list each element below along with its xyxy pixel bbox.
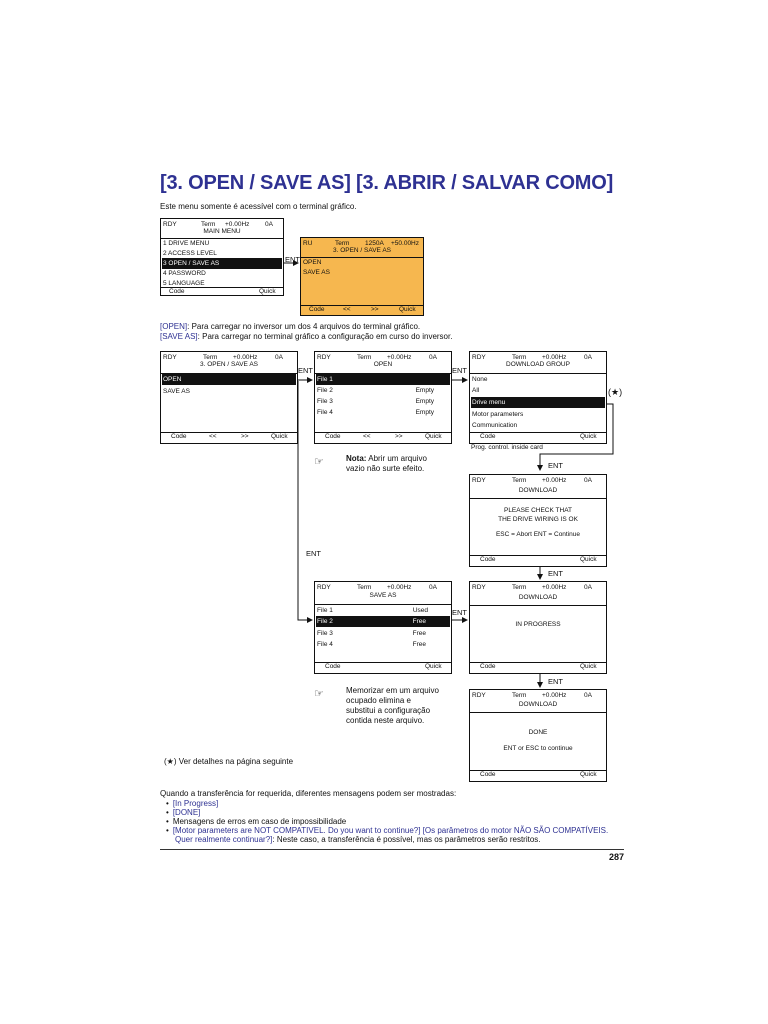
file-item-2[interactable]: File 2 Free bbox=[316, 616, 450, 627]
note-open-empty: Nota: Abrir um arquivo vazio não surte efeito. bbox=[346, 454, 427, 473]
menu-item-open[interactable]: OPEN bbox=[303, 259, 322, 266]
screen-title: 3. OPEN / SAVE AS bbox=[332, 247, 392, 254]
screen-header: RU Term 1250A +50.00Hz bbox=[303, 240, 420, 247]
screen-title: MAIN MENU bbox=[203, 228, 241, 235]
file-item-1[interactable]: File 1 Used bbox=[317, 607, 428, 614]
star-marker: (★) bbox=[608, 387, 623, 397]
screen-title: DOWNLOAD bbox=[518, 594, 558, 601]
list-item: • Mensagens de erros em caso de impossibilidade bbox=[166, 817, 608, 826]
screen-header: RDY Term +0.00Hz 0A bbox=[163, 354, 283, 361]
file-item-2[interactable]: File 2 Empty bbox=[317, 387, 434, 394]
screen-title: DOWNLOAD bbox=[518, 487, 558, 494]
screen-open-save-as bbox=[160, 351, 298, 444]
list-item: • [Motor parameters are NOT COMPATIVEL. Do you want to continue?] [Os parâmetros do motor NÃO SÃO COMPATÍVEIS. bbox=[166, 826, 608, 835]
ent-label: ENT bbox=[452, 608, 467, 617]
group-item-drive-menu[interactable]: Drive menu bbox=[471, 397, 605, 408]
ent-label: ENT bbox=[285, 255, 300, 264]
group-item-none[interactable]: None bbox=[472, 376, 488, 383]
ent-label: ENT bbox=[548, 461, 563, 470]
star-footnote: (★) Ver detalhes na página seguinte bbox=[164, 757, 294, 766]
intro-text: Este menu somente é acessível com o terminal gráfico. bbox=[160, 202, 357, 211]
list-item: • [In Progress] bbox=[166, 799, 608, 808]
screen-footer: Code << >> Quick bbox=[325, 433, 442, 440]
screen-footer: Code Quick bbox=[480, 556, 597, 563]
file-item-4[interactable]: File 4 Free bbox=[317, 641, 426, 648]
screen-open bbox=[314, 351, 452, 444]
file-item-4[interactable]: File 4 Empty bbox=[317, 409, 434, 416]
ent-label: ENT bbox=[298, 366, 313, 375]
group-item-motor-parameters[interactable]: Motor parameters bbox=[472, 411, 524, 418]
arrow-to-save bbox=[298, 381, 312, 620]
menu-item-access-level[interactable]: 2 ACCESS LEVEL bbox=[163, 250, 217, 257]
screen-download-check: RDY Term +0.00Hz 0A DOWNLOAD PLEASE CHECK THAT THE DRIVE WIRING IS OK ESC = Abort ENT = Continue Code Quick bbox=[469, 474, 607, 567]
menu-item-open-save-as[interactable]: 3 OPEN / SAVE AS bbox=[162, 258, 282, 269]
screen-header: RDY Term +0.00Hz 0A bbox=[472, 584, 592, 591]
prog-control-label: Prog. control. inside card bbox=[471, 444, 543, 451]
screen-header: RDY Term +0.00Hz 0A bbox=[163, 221, 273, 228]
screen-title: 3. OPEN / SAVE AS bbox=[199, 361, 259, 368]
page-title: [3. OPEN / SAVE AS] [3. ABRIR / SALVAR COMO] bbox=[160, 172, 614, 194]
pointing-hand-icon: ☞ bbox=[314, 456, 324, 468]
screen-title: OPEN bbox=[373, 361, 393, 368]
screen-footer: Code << >> Quick bbox=[309, 306, 416, 313]
ent-label: ENT bbox=[548, 677, 563, 686]
list-item: • [DONE] bbox=[166, 808, 608, 817]
screen-download-progress: RDY Term +0.00Hz 0A DOWNLOAD IN PROGRESS Code Quick bbox=[469, 581, 607, 674]
message-list bbox=[166, 799, 608, 835]
bullet4-continuation: Quer realmente continuar?]: Neste caso, a transferência é possível, mas os parâmetros serão restritos. bbox=[175, 835, 541, 844]
footer-divider bbox=[160, 849, 624, 850]
note-save-overwrite: Memorizar em um arquivo ocupado elimina e substitui a configuração contida neste arquivo. bbox=[346, 686, 439, 725]
group-item-communication[interactable]: Communication bbox=[472, 422, 518, 429]
screen-title: DOWNLOAD GROUP bbox=[506, 361, 570, 368]
screen-title: DOWNLOAD bbox=[518, 701, 558, 708]
file-item-3[interactable]: File 3 Empty bbox=[317, 398, 434, 405]
desc-save-as: [SAVE AS]: Para carregar no terminal gráfico a configuração em curso do inversor. bbox=[160, 332, 453, 341]
menu-item-drive-menu[interactable]: 1 DRIVE MENU bbox=[163, 240, 210, 247]
screen-orange-open-save bbox=[300, 237, 424, 316]
desc-open: [OPEN]: Para carregar no inversor um dos 4 arquivos do terminal gráfico. bbox=[160, 322, 421, 331]
page-number: 287 bbox=[608, 852, 624, 862]
screen-footer: Code << >> Quick bbox=[171, 433, 288, 440]
screen-save-as bbox=[314, 581, 452, 674]
screen-footer: Code Quick bbox=[325, 663, 442, 670]
transfer-intro: Quando a transferência for requerida, diferentes mensagens podem ser mostradas: bbox=[160, 789, 457, 798]
screen-download-group bbox=[469, 351, 607, 444]
group-item-all[interactable]: All bbox=[472, 387, 480, 394]
screen-download-done: RDY Term +0.00Hz 0A DOWNLOAD DONE ENT or ESC to continue Code Quick bbox=[469, 689, 607, 782]
file-item-1[interactable]: File 1 bbox=[316, 374, 450, 385]
ent-label: ENT bbox=[306, 549, 321, 558]
screen-header: RDY Term +0.00Hz 0A bbox=[317, 584, 437, 591]
ent-label: ENT bbox=[452, 366, 467, 375]
menu-item-save-as[interactable]: SAVE AS bbox=[163, 388, 190, 395]
screen-footer: Code Quick bbox=[169, 288, 276, 295]
screen-header: RDY Term +0.00Hz 0A bbox=[472, 477, 592, 484]
screen-footer: Code Quick bbox=[480, 663, 597, 670]
screen-title: SAVE AS bbox=[369, 592, 397, 599]
screen-footer: Code Quick bbox=[480, 771, 597, 778]
screen-header: RDY Term +0.00Hz 0A bbox=[472, 354, 592, 361]
screen-main-menu bbox=[160, 218, 284, 296]
screen-footer: Code Quick bbox=[480, 433, 597, 440]
ent-label: ENT bbox=[548, 569, 563, 578]
menu-item-save-as[interactable]: SAVE AS bbox=[303, 269, 330, 276]
menu-item-open[interactable]: OPEN bbox=[162, 374, 296, 385]
menu-item-password[interactable]: 4 PASSWORD bbox=[163, 270, 206, 277]
screen-header: RDY Term +0.00Hz 0A bbox=[317, 354, 437, 361]
file-item-3[interactable]: File 3 Free bbox=[317, 630, 426, 637]
menu-item-language[interactable]: 5 LANGUAGE bbox=[163, 280, 205, 287]
screen-header: RDY Term +0.00Hz 0A bbox=[472, 692, 592, 699]
pointing-hand-icon: ☞ bbox=[314, 688, 324, 700]
